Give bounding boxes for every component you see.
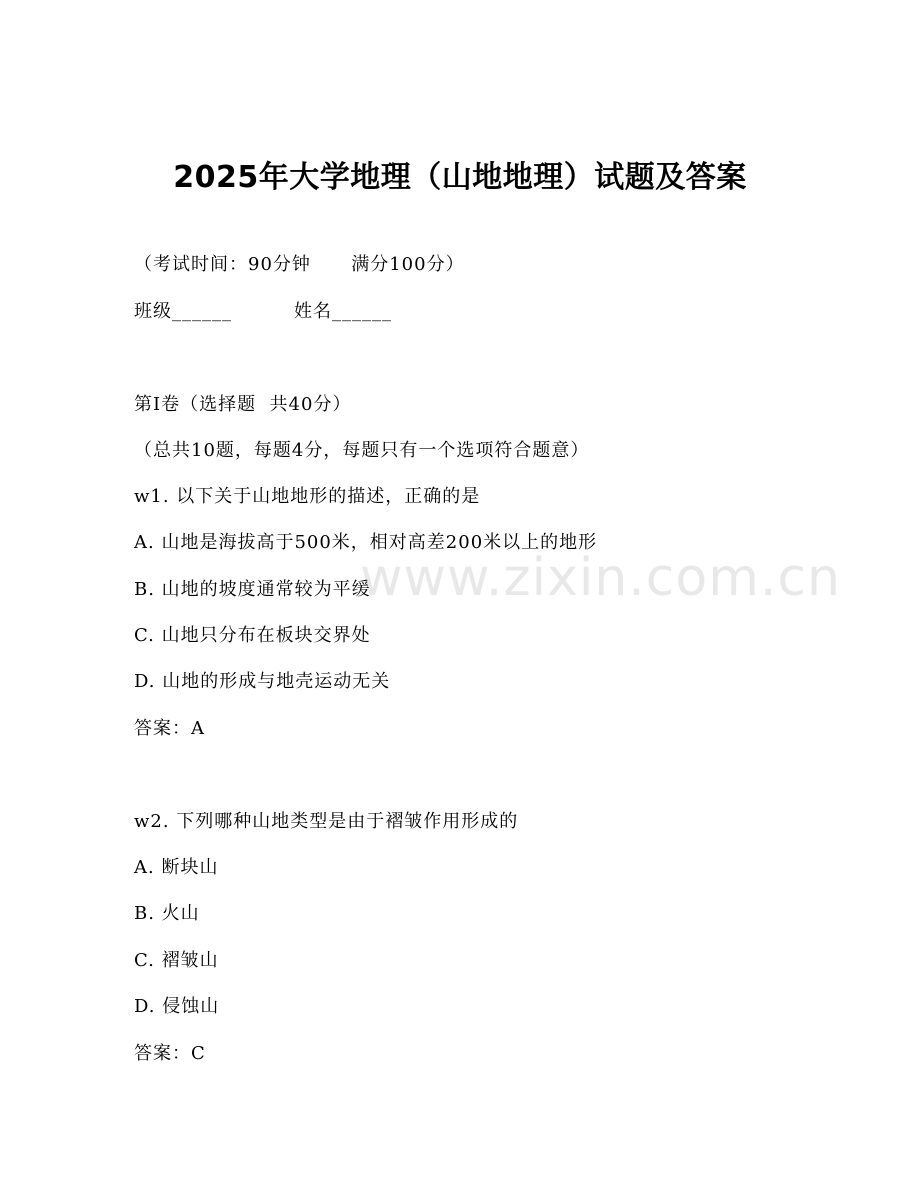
exam-info: （考试时间：90分钟 满分100分） xyxy=(134,254,465,275)
question-stem-2: w2. 下列哪种山地类型是由于褶皱作用形成的 xyxy=(134,811,519,832)
question-2-option-a: A. 断块山 xyxy=(134,857,219,878)
watermark: www.zixin.com.cn xyxy=(360,548,841,608)
section-title: 第I卷（选择题 共40分） xyxy=(134,394,352,415)
question-1-option-d: D. 山地的形成与地壳运动无关 xyxy=(134,671,391,692)
question-1-option-b: B. 山地的坡度通常较为平缓 xyxy=(134,579,371,600)
question-2-option-c: C. 褶皱山 xyxy=(134,950,219,971)
class-field-label: 班级______ xyxy=(134,301,232,322)
question-2-option-d: D. 侵蚀山 xyxy=(134,996,220,1017)
question-1-answer: 答案：A xyxy=(134,718,205,739)
question-1-option-a: A. 山地是海拔高于500米，相对高差200米以上的地形 xyxy=(134,532,598,553)
question-2-answer: 答案：C xyxy=(134,1043,206,1064)
name-field-label: 姓名______ xyxy=(294,301,392,322)
question-2-option-b: B. 火山 xyxy=(134,903,200,924)
question-1-option-c: C. 山地只分布在板块交界处 xyxy=(134,625,371,646)
question-stem-1: w1. 以下关于山地地形的描述，正确的是 xyxy=(134,486,481,507)
document-title: 2025年大学地理（山地地理）试题及答案 xyxy=(173,160,747,195)
section-note: （总共10题，每题4分，每题只有一个选项符合题意） xyxy=(134,440,590,461)
